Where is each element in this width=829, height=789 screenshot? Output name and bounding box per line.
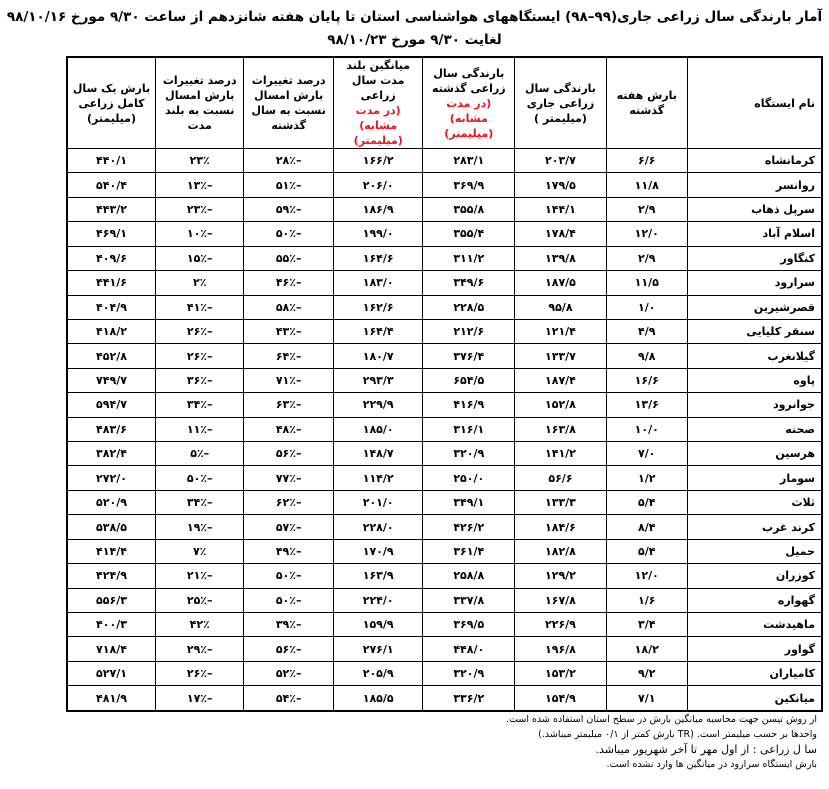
longterm-mean: ۲۰۱/۰ [333, 490, 423, 514]
longterm-mean: ۱۶۴/۴ [333, 319, 423, 343]
last-week-rainfall: ۵/۴ [606, 490, 687, 514]
last-week-rainfall: ۷/۱ [606, 686, 687, 711]
last-year-rainfall: ۶۵۴/۵ [423, 368, 515, 392]
longterm-mean: ۱۸۶/۹ [333, 197, 423, 221]
change-vs-last-year: –۵۹٪ [244, 197, 334, 221]
full-year-rainfall: ۵۲۷/۱ [67, 661, 155, 685]
change-vs-longterm: –۱۱٪ [155, 417, 243, 441]
change-vs-longterm: –۱۳٪ [155, 173, 243, 197]
table-body [67, 149, 822, 712]
station-name: کامیاران [687, 661, 822, 685]
station-name: میانکین [687, 686, 822, 711]
last-year-rainfall: ۳۲۰/۹ [423, 661, 515, 685]
last-year-rainfall: ۴۴۸/۰ [423, 637, 515, 661]
last-week-rainfall: ۱۸/۲ [606, 637, 687, 661]
table-row [67, 637, 822, 661]
current-year-rainfall: ۱۲۱/۴ [515, 319, 607, 343]
header-current-year: بارندگی سال زراعی جاری (میلیمتر ) [515, 57, 607, 149]
full-year-rainfall: ۴۸۱/۹ [67, 686, 155, 711]
table-row [67, 173, 822, 197]
table-row [67, 417, 822, 441]
last-year-rainfall: ۳۵۵/۸ [423, 197, 515, 221]
change-vs-longterm: –۴۱٪ [155, 295, 243, 319]
last-week-rainfall: ۱۳/۶ [606, 393, 687, 417]
full-year-rainfall: ۴۴۰/۱ [67, 149, 155, 173]
change-vs-last-year: –۴۳٪ [244, 319, 334, 343]
last-week-rainfall: ۱۰/۰ [606, 417, 687, 441]
change-vs-longterm: –۲۱٪ [155, 564, 243, 588]
change-vs-last-year: –۶۲٪ [244, 490, 334, 514]
change-vs-last-year: –۵۷٪ [244, 515, 334, 539]
change-vs-last-year: –۵۸٪ [244, 295, 334, 319]
last-week-rainfall: ۳/۴ [606, 613, 687, 637]
current-year-rainfall: ۱۴۴/۱ [515, 197, 607, 221]
change-vs-longterm: –۲۶٪ [155, 661, 243, 685]
longterm-mean: ۱۶۳/۹ [333, 564, 423, 588]
current-year-rainfall: ۱۳۳/۳ [515, 490, 607, 514]
change-vs-longterm: –۵۰٪ [155, 466, 243, 490]
change-vs-longterm: ۴۲٪ [155, 613, 243, 637]
change-vs-longterm: –۲۶٪ [155, 344, 243, 368]
header-longterm-unit: (در مدت مشابه) (میلیمتر) [353, 104, 403, 147]
current-year-rainfall: ۱۶۳/۸ [515, 417, 607, 441]
change-vs-longterm: –۱۹٪ [155, 515, 243, 539]
longterm-mean: ۱۵۹/۹ [333, 613, 423, 637]
table-row [67, 564, 822, 588]
last-week-rainfall: ۷/۰ [606, 442, 687, 466]
full-year-rainfall: ۷۱۸/۴ [67, 637, 155, 661]
current-year-rainfall: ۲۲۶/۹ [515, 613, 607, 637]
last-week-rainfall: ۱/۲ [606, 466, 687, 490]
header-change-last: درصد تغییرات بارش امسال نسبت به سال گذشته [244, 57, 334, 149]
footnote: سا ل زراعی : از اول مهر تا آخر شهریور میباشد. [595, 743, 817, 756]
full-year-rainfall: ۴۰۹/۶ [67, 246, 155, 270]
current-year-rainfall: ۱۳۹/۸ [515, 246, 607, 270]
last-week-rainfall: ۱۱/۵ [606, 271, 687, 295]
current-year-rainfall: ۵۶/۶ [515, 466, 607, 490]
header-change-longterm: درصد تغییرات بارش امسال نسبت به بلند مدت [155, 57, 243, 149]
change-vs-last-year: –۵۰٪ [244, 564, 334, 588]
current-year-rainfall: ۱۹۶/۸ [515, 637, 607, 661]
header-last-year [423, 57, 515, 149]
change-vs-last-year: –۶۳٪ [244, 393, 334, 417]
table-row [67, 661, 822, 685]
longterm-mean: ۱۶۶/۲ [333, 149, 423, 173]
footnote: واحدها بر حسب میلیمتر است. (TR بارش کمتر از ۰/۱ میلیمتر میباشد.) [538, 729, 817, 740]
longterm-mean: ۲۰۶/۰ [333, 173, 423, 197]
full-year-rainfall: ۴۰۴/۹ [67, 295, 155, 319]
change-vs-last-year: –۲۸٪ [244, 149, 334, 173]
station-name: کرمانشاه [687, 149, 822, 173]
station-name: سرارود [687, 271, 822, 295]
last-year-rainfall: ۳۷۶/۴ [423, 344, 515, 368]
station-name: حمیل [687, 539, 822, 563]
change-vs-longterm: –۲۹٪ [155, 637, 243, 661]
last-week-rainfall: ۲/۹ [606, 197, 687, 221]
full-year-rainfall: ۴۵۲/۸ [67, 344, 155, 368]
last-week-rainfall: ۱۱/۸ [606, 173, 687, 197]
current-year-rainfall: ۱۵۲/۸ [515, 393, 607, 417]
header-last-year-unit: (در مدت مشابه) (میلیمتر) [444, 96, 494, 140]
change-vs-last-year: –۷۷٪ [244, 466, 334, 490]
change-vs-last-year: –۴۶٪ [244, 271, 334, 295]
longterm-mean: ۲۲۴/۰ [333, 588, 423, 612]
last-year-rainfall: ۳۳۷/۸ [423, 588, 515, 612]
change-vs-last-year: –۷۱٪ [244, 368, 334, 392]
change-vs-last-year: –۵۰٪ [244, 588, 334, 612]
current-year-rainfall: ۱۸۲/۸ [515, 539, 607, 563]
table-row [67, 368, 822, 392]
last-week-rainfall: ۴/۹ [606, 319, 687, 343]
longterm-mean: ۱۸۵/۵ [333, 686, 423, 711]
last-year-rainfall: ۳۶۹/۹ [423, 173, 515, 197]
last-week-rainfall: ۱۲/۰ [606, 222, 687, 246]
last-week-rainfall: ۱/۰ [606, 295, 687, 319]
table-row [67, 149, 822, 173]
last-year-rainfall: ۳۳۶/۲ [423, 686, 515, 711]
change-vs-longterm: ۷٪ [155, 539, 243, 563]
change-vs-longterm: –۳۴٪ [155, 490, 243, 514]
full-year-rainfall: ۴۴۱/۶ [67, 271, 155, 295]
header-longterm [333, 57, 423, 149]
change-vs-last-year: –۴۸٪ [244, 417, 334, 441]
station-name: جوانرود [687, 393, 822, 417]
last-year-rainfall: ۳۵۵/۴ [423, 222, 515, 246]
change-vs-last-year: –۵۶٪ [244, 442, 334, 466]
current-year-rainfall: ۱۲۹/۲ [515, 564, 607, 588]
last-year-rainfall: ۳۶۹/۵ [423, 613, 515, 637]
station-name: سومار [687, 466, 822, 490]
last-week-rainfall: ۹/۸ [606, 344, 687, 368]
longterm-mean: ۱۹۹/۰ [333, 222, 423, 246]
station-name: گیلانغرب [687, 344, 822, 368]
table-row [67, 490, 822, 514]
change-vs-longterm: –۳۴٪ [155, 393, 243, 417]
station-name: کوزران [687, 564, 822, 588]
full-year-rainfall: ۵۲۰/۹ [67, 490, 155, 514]
last-week-rainfall: ۸/۴ [606, 515, 687, 539]
last-week-rainfall: ۱۶/۶ [606, 368, 687, 392]
change-vs-longterm: –۲۶٪ [155, 319, 243, 343]
table-row [67, 515, 822, 539]
last-year-rainfall: ۳۴۹/۶ [423, 271, 515, 295]
longterm-mean: ۲۹۳/۳ [333, 368, 423, 392]
longterm-mean: ۲۰۵/۹ [333, 661, 423, 685]
last-year-rainfall: ۲۸۳/۱ [423, 149, 515, 173]
station-name: سرپل ذهاب [687, 197, 822, 221]
table-row [67, 539, 822, 563]
footnotes [380, 712, 817, 772]
full-year-rainfall: ۴۲۴/۹ [67, 564, 155, 588]
header-station: نام ایستگاه [687, 57, 822, 149]
page-title: آمار بارندگی سال زراعی جاری(۹۹–۹۸) ایستگاههای هواشناسی استان تا پایان هفته شانزدهم از ساعت ۹/۳۰ مورخ ۹۸/۱۰/۱۶ لغایت ۹/۳۰ مورخ ۹۸/۱۰/۲۳ [6, 9, 823, 48]
full-year-rainfall: ۴۱۸/۲ [67, 319, 155, 343]
change-vs-last-year: –۶۴٪ [244, 344, 334, 368]
station-name: کنگاور [687, 246, 822, 270]
station-name: گواور [687, 637, 822, 661]
change-vs-longterm: –۱۷٪ [155, 686, 243, 711]
station-name: کرند غرب [687, 515, 822, 539]
table-row [67, 246, 822, 270]
table-row [67, 197, 822, 221]
last-year-rainfall: ۳۶۱/۴ [423, 539, 515, 563]
last-year-rainfall: ۳۲۰/۹ [423, 442, 515, 466]
station-name: اسلام آباد [687, 222, 822, 246]
station-name: ثلاث [687, 490, 822, 514]
change-vs-last-year: –۳۹٪ [244, 613, 334, 637]
last-year-rainfall: ۲۵۸/۸ [423, 564, 515, 588]
current-year-rainfall: ۱۷۸/۴ [515, 222, 607, 246]
full-year-rainfall: ۷۴۹/۷ [67, 368, 155, 392]
longterm-mean: ۱۸۳/۰ [333, 271, 423, 295]
table-row [67, 319, 822, 343]
change-vs-longterm: –۳۶٪ [155, 368, 243, 392]
header-full-year: بارش یک سال کامل زراعی (میلیمتر) [67, 57, 155, 149]
full-year-rainfall: ۴۱۴/۴ [67, 539, 155, 563]
table-row [67, 442, 822, 466]
change-vs-last-year: –۵۵٪ [244, 246, 334, 270]
full-year-rainfall: ۵۴۰/۴ [67, 173, 155, 197]
current-year-rainfall: ۱۵۳/۲ [515, 661, 607, 685]
change-vs-last-year: –۵۲٪ [244, 661, 334, 685]
footnote: بارش ایستگاه سرارود در میانگین ها وارد نشده است. [606, 759, 817, 770]
full-year-rainfall: ۵۹۴/۷ [67, 393, 155, 417]
full-year-rainfall: ۲۷۲/۰ [67, 466, 155, 490]
current-year-rainfall: ۱۸۴/۶ [515, 515, 607, 539]
header-longterm-label: میانگین بلند مدت سال زراعی [346, 59, 411, 102]
change-vs-longterm: –۲۳٪ [155, 197, 243, 221]
last-year-rainfall: ۳۱۱/۲ [423, 246, 515, 270]
table-row [67, 393, 822, 417]
station-name: ماهیدشت [687, 613, 822, 637]
current-year-rainfall: ۲۰۳/۷ [515, 149, 607, 173]
longterm-mean: ۱۷۰/۹ [333, 539, 423, 563]
table-row [67, 271, 822, 295]
table-row [67, 344, 822, 368]
table-row [67, 222, 822, 246]
current-year-rainfall: ۱۶۷/۸ [515, 588, 607, 612]
last-year-rainfall: ۲۵۰/۰ [423, 466, 515, 490]
last-week-rainfall: ۲/۹ [606, 246, 687, 270]
current-year-rainfall: ۹۵/۸ [515, 295, 607, 319]
current-year-rainfall: ۱۷۹/۵ [515, 173, 607, 197]
full-year-rainfall: ۴۴۳/۲ [67, 197, 155, 221]
change-vs-last-year: –۵۶٪ [244, 637, 334, 661]
table-row [67, 295, 822, 319]
rainfall-table [66, 56, 823, 712]
station-name: روانسر [687, 173, 822, 197]
change-vs-longterm: ۲٪ [155, 271, 243, 295]
last-year-rainfall: ۴۱۶/۹ [423, 393, 515, 417]
change-vs-last-year: –۵۰٪ [244, 222, 334, 246]
full-year-rainfall: ۵۵۶/۳ [67, 588, 155, 612]
current-year-rainfall: ۱۵۴/۹ [515, 686, 607, 711]
full-year-rainfall: ۴۰۰/۳ [67, 613, 155, 637]
full-year-rainfall: ۵۳۸/۵ [67, 515, 155, 539]
station-name: هرسین [687, 442, 822, 466]
change-vs-longterm: –۲۵٪ [155, 588, 243, 612]
last-week-rainfall: ۹/۲ [606, 661, 687, 685]
station-name: گهواره [687, 588, 822, 612]
current-year-rainfall: ۱۸۷/۴ [515, 368, 607, 392]
change-vs-longterm: –۱۰٪ [155, 222, 243, 246]
change-vs-last-year: –۵۱٪ [244, 173, 334, 197]
header-last-week: بارش هفته گذشته [606, 57, 687, 149]
last-week-rainfall: ۵/۴ [606, 539, 687, 563]
longterm-mean: ۱۸۰/۷ [333, 344, 423, 368]
last-year-rainfall: ۳۴۹/۱ [423, 490, 515, 514]
table-row [67, 613, 822, 637]
station-name: قصرشیرین [687, 295, 822, 319]
last-year-rainfall: ۲۱۲/۶ [423, 319, 515, 343]
longterm-mean: ۲۲۸/۰ [333, 515, 423, 539]
change-vs-longterm: ۲۳٪ [155, 149, 243, 173]
last-week-rainfall: ۱۲/۰ [606, 564, 687, 588]
longterm-mean: ۱۸۵/۰ [333, 417, 423, 441]
longterm-mean: ۱۱۴/۲ [333, 466, 423, 490]
table-row [67, 686, 822, 711]
last-year-rainfall: ۲۲۸/۵ [423, 295, 515, 319]
full-year-rainfall: ۴۸۳/۶ [67, 417, 155, 441]
current-year-rainfall: ۱۸۷/۵ [515, 271, 607, 295]
station-name: صحنه [687, 417, 822, 441]
table-row [67, 588, 822, 612]
longterm-mean: ۱۶۲/۶ [333, 295, 423, 319]
header-last-year-label: بارندگی سال زراعی گذشته [431, 66, 506, 95]
longterm-mean: ۱۴۸/۷ [333, 442, 423, 466]
full-year-rainfall: ۳۸۲/۴ [67, 442, 155, 466]
change-vs-longterm: –۵٪ [155, 442, 243, 466]
current-year-rainfall: ۱۳۳/۷ [515, 344, 607, 368]
longterm-mean: ۱۶۴/۶ [333, 246, 423, 270]
station-name: سنقر کلیایی [687, 319, 822, 343]
longterm-mean: ۲۷۶/۱ [333, 637, 423, 661]
full-year-rainfall: ۴۶۹/۱ [67, 222, 155, 246]
last-week-rainfall: ۶/۶ [606, 149, 687, 173]
table-row [67, 466, 822, 490]
last-week-rainfall: ۱/۶ [606, 588, 687, 612]
station-name: پاوه [687, 368, 822, 392]
table-header-row [67, 57, 822, 149]
current-year-rainfall: ۱۴۱/۲ [515, 442, 607, 466]
last-year-rainfall: ۴۲۶/۲ [423, 515, 515, 539]
change-vs-last-year: –۴۹٪ [244, 539, 334, 563]
last-year-rainfall: ۳۱۶/۱ [423, 417, 515, 441]
footnote: از روش تیسن جهت محاسبه میانگین بارش در سطح استان استفاده شده است. [506, 714, 817, 725]
change-vs-last-year: –۵۴٪ [244, 686, 334, 711]
change-vs-longterm: –۱۵٪ [155, 246, 243, 270]
longterm-mean: ۲۲۹/۹ [333, 393, 423, 417]
